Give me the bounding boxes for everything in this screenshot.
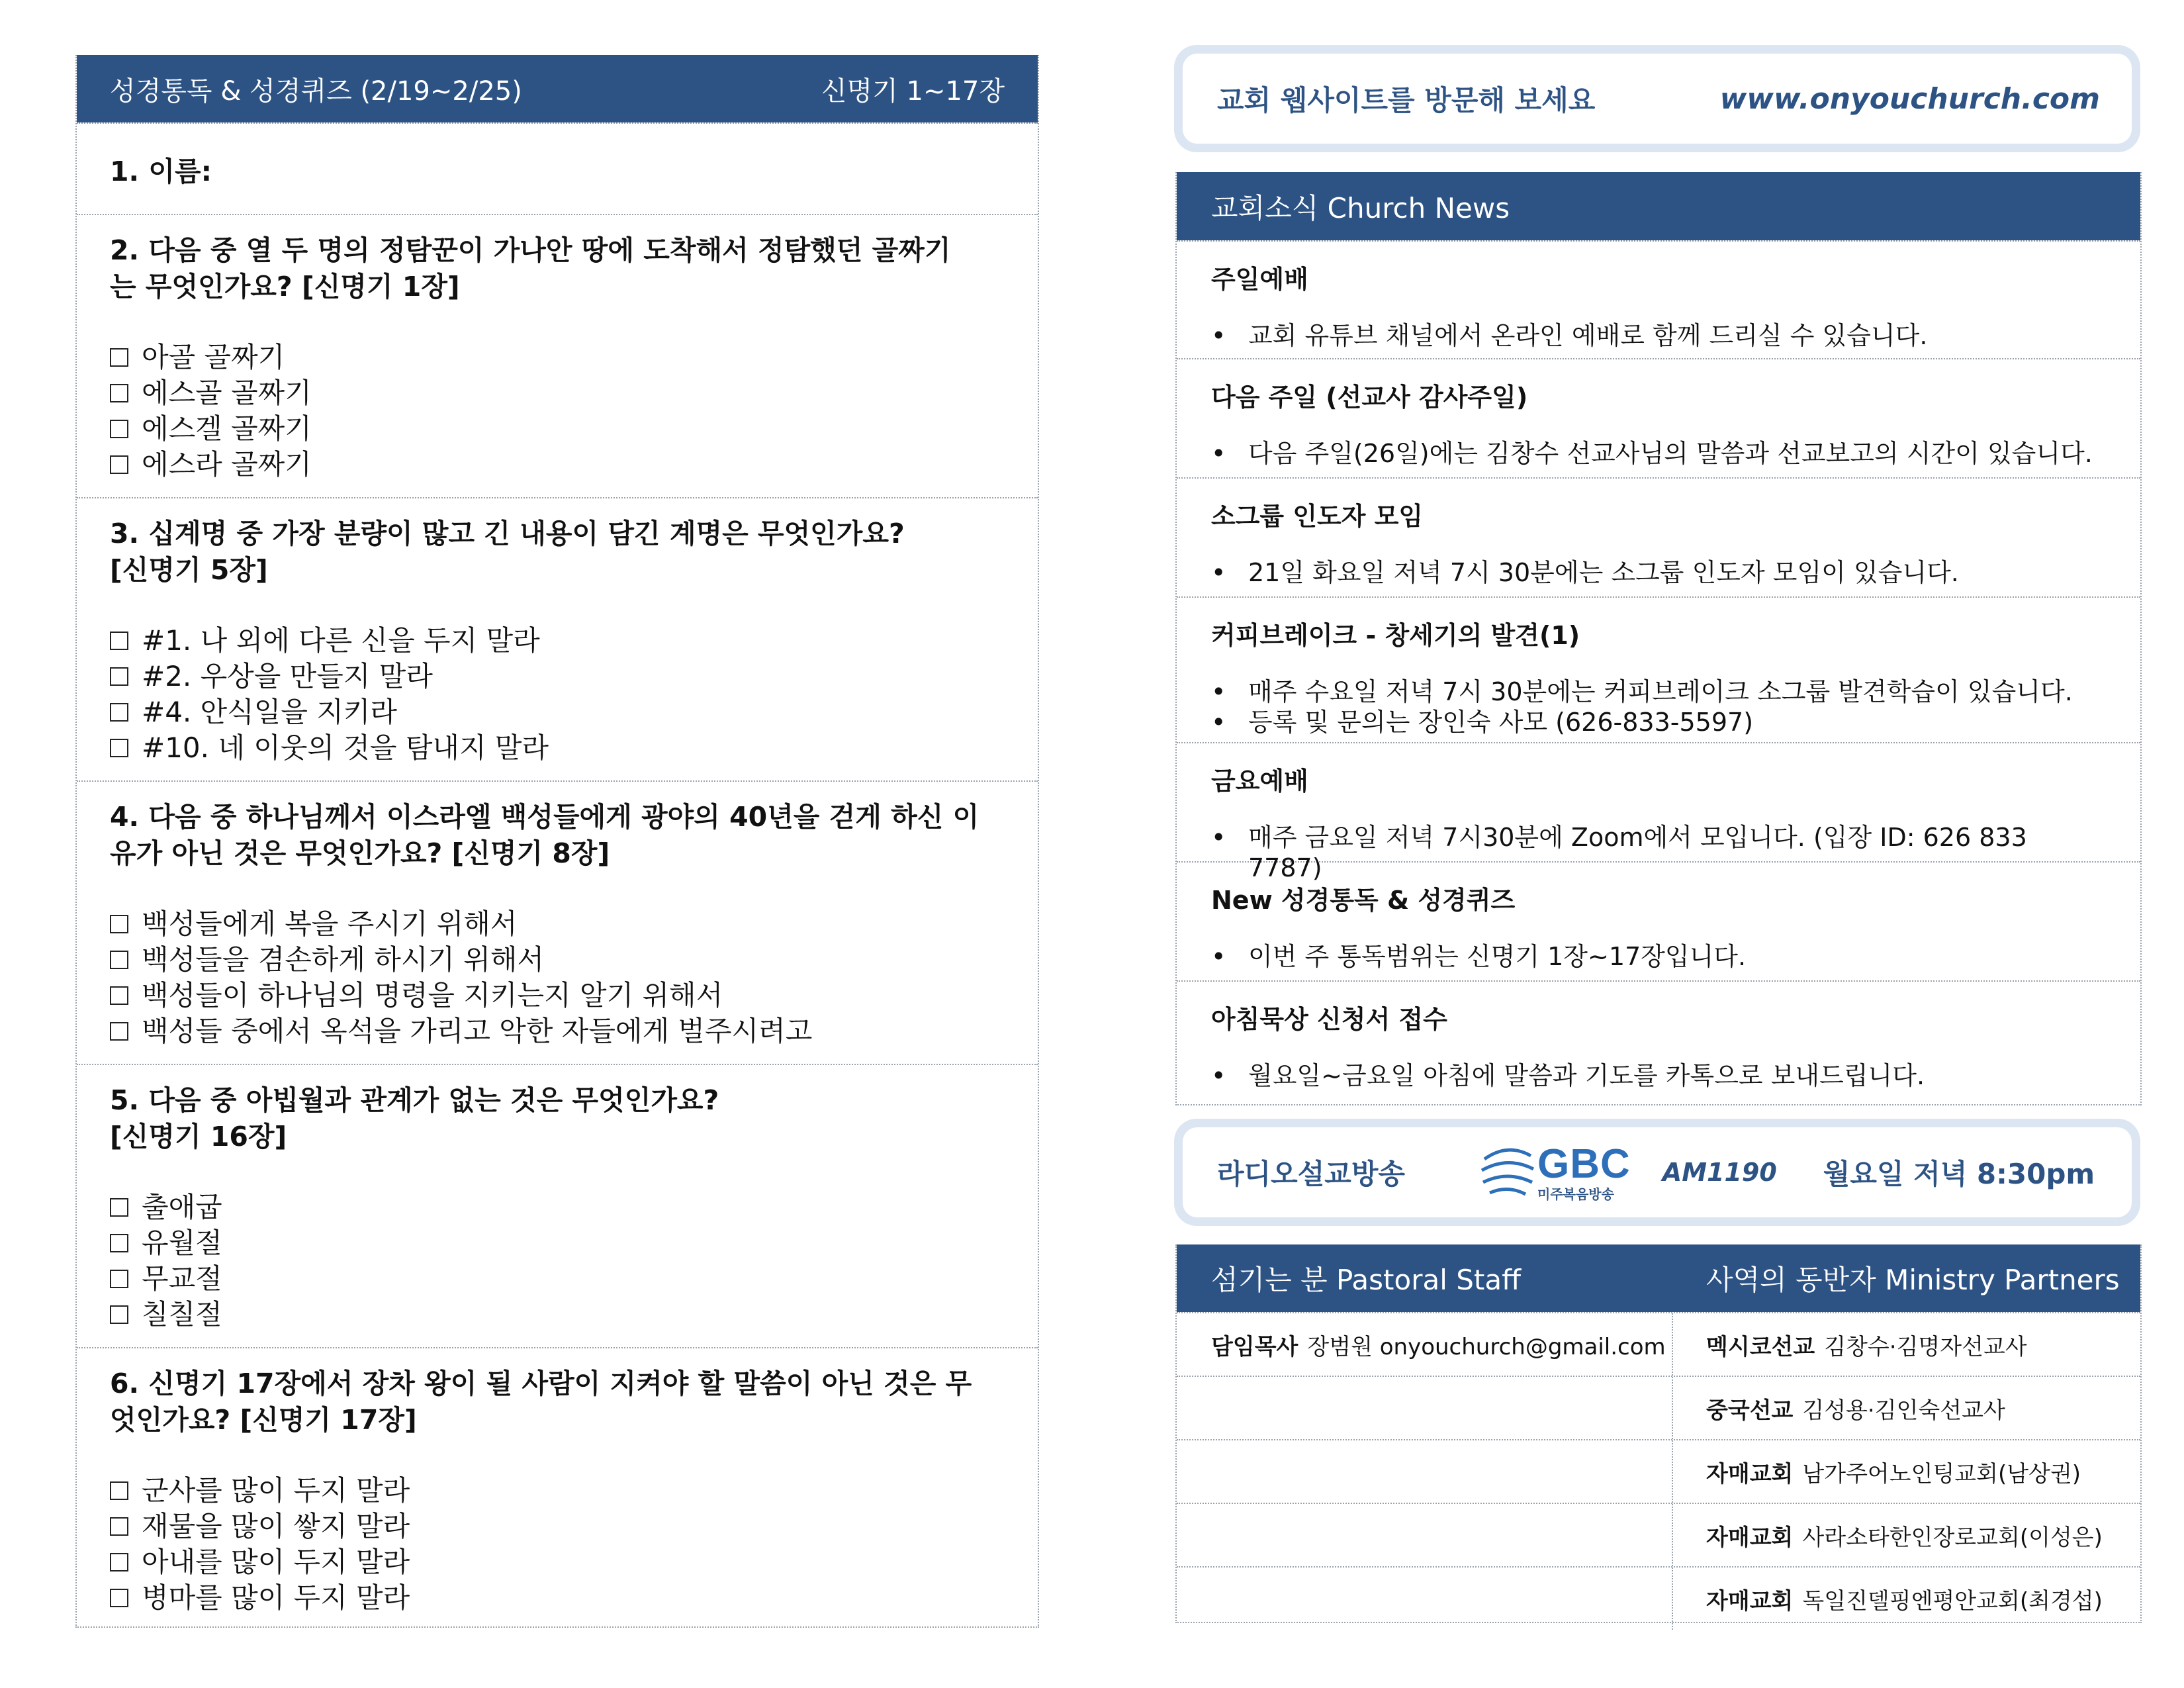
option[interactable] [110,1544,1005,1580]
option[interactable] [110,1509,1005,1544]
checkbox-icon[interactable] [110,1270,128,1288]
checkbox-icon[interactable] [110,1305,128,1324]
bullet-icon: • [1211,558,1226,587]
option-label: #4. 안식일을 지키라 [142,696,397,728]
news-item [1177,477,2140,596]
option-label: 유월절 [142,1227,222,1259]
checkbox-icon[interactable] [110,1589,128,1607]
option-label: 백성들을 겸손하게 하시기 위해서 [142,943,545,976]
partner-cell [1673,1568,2140,1630]
option[interactable] [110,447,1005,483]
option[interactable] [110,1261,1005,1297]
staff-cell [1177,1377,1673,1439]
staff-cell [1177,1313,1673,1376]
checkbox-icon[interactable] [110,348,128,367]
news-bullet [1211,677,2106,707]
option[interactable] [110,1013,1005,1049]
option-label: 백성들 중에서 옥석을 가리고 악한 자들에게 벌주시려고 [142,1015,813,1047]
table-row [1177,1312,2140,1376]
option-label: 아내를 많이 두지 말라 [142,1546,410,1578]
partner-role: 자매교회 [1706,1524,1794,1551]
question-title-line: 엇인가요? [신명기 17장] [110,1404,417,1436]
partner-cell [1673,1313,2140,1376]
question-title [110,799,1005,872]
option[interactable] [110,659,1005,694]
news-bullet-text: 매주 수요일 저녁 7시 30분에는 커피브레이크 소그룹 발견학습이 있습니다. [1248,677,2073,706]
question-title-line: 는 무엇인가요? [신명기 1장] [110,271,460,303]
news-bullet [1211,707,2106,737]
bullet-icon: • [1211,321,1226,350]
staff-cell [1177,1504,1673,1566]
option-label: 아골 골짜기 [142,341,285,373]
question-title [110,516,1005,588]
option[interactable] [110,623,1005,659]
news-item-title: 다음 주일 (선교사 감사주일) [1211,383,1528,412]
question-title-line: 4. 다음 중 하나님께서 이스라엘 백성들에게 광야의 40년을 걷게 하신 이 [110,801,979,833]
question-5 [77,1064,1038,1347]
option[interactable] [110,978,1005,1013]
question-title-line: 2. 다음 중 열 두 명의 정탐꾼이 가나안 땅에 도착해서 정탐했던 골짜기 [110,234,951,266]
radio-label: 라디오설교방송 [1217,1158,1406,1190]
news-item-title: 아침묵상 신청서 접수 [1211,1005,1447,1034]
checkbox-icon[interactable] [110,951,128,969]
partner-name: 김성용·김인숙선교사 [1802,1397,2005,1424]
option-label: #2. 우상을 만들지 말라 [142,660,433,692]
option-label: 무교절 [142,1262,222,1295]
checkbox-icon[interactable] [110,455,128,474]
news-bullet [1211,557,2106,588]
news-item-title: 주일예배 [1211,265,1308,294]
table-row [1177,1503,2140,1566]
checkbox-icon[interactable] [110,739,128,757]
option[interactable] [110,942,1005,978]
option[interactable] [110,1473,1005,1509]
name-label: 1. 이름: [110,155,212,187]
table-row [1177,1376,2140,1439]
question-title-line: [신명기 5장] [110,554,268,586]
staff-info: 장범원 onyouchurch@gmail.com [1307,1333,1666,1360]
partner-name: 남가주어노인팅교회(남상권) [1802,1460,2081,1487]
news-item-title: 소그룹 인도자 모임 [1211,502,1424,531]
option[interactable] [110,1225,1005,1261]
news-bullet-text: 매주 금요일 저녁 7시30분에 Zoom에서 모입니다. (입장 ID: 626 833 7787) [1248,823,2027,882]
bullet-icon: • [1211,942,1226,971]
gbc-logo-text: GBC [1537,1141,1631,1187]
option-label: 에스골 골짜기 [142,377,312,409]
news-item-title: New 성경통독 & 성경퀴즈 [1211,886,1516,915]
question-title [110,232,1005,305]
question-title-line: [신명기 16장] [110,1121,287,1152]
bullet-icon: • [1211,708,1226,737]
radio-banner-inner [1183,1127,2132,1217]
staff-cell [1177,1568,1673,1630]
partner-name: 사라소타한인장로교회(이성은) [1802,1524,2103,1551]
option-label: 백성들에게 복을 주시기 위해서 [142,908,518,940]
staff-cell [1177,1440,1673,1503]
partner-role: 자매교회 [1706,1587,1794,1615]
news-bullet [1211,941,2106,972]
option[interactable] [110,1190,1005,1225]
staff-table [1175,1244,2142,1623]
checkbox-icon[interactable] [110,986,128,1005]
news-bullet [1211,320,2106,351]
table-row [1177,1566,2140,1630]
option[interactable] [110,340,1005,375]
church-news [1175,172,2142,1105]
radio-frequency: AM1190 [1662,1158,1777,1187]
question-3 [77,497,1038,780]
question-title [110,1082,1005,1155]
question-2 [77,214,1038,497]
news-bullet [1211,1060,2106,1091]
bullet-icon: • [1211,823,1226,852]
option[interactable] [110,730,1005,766]
option[interactable] [110,375,1005,411]
news-bullet [1211,438,2106,469]
news-bullet-text: 21일 화요일 저녁 7시 30분에는 소그룹 인도자 모임이 있습니다. [1248,558,1959,587]
news-item [1177,742,2140,882]
website-link[interactable]: www.onyouchurch.com [1719,81,2100,116]
question-title-line: 5. 다음 중 아빕월과 관계가 없는 것은 무엇인가요? [110,1084,719,1116]
news-bullet-text: 등록 및 문의는 장인숙 사모 (626-833-5597) [1248,708,1754,737]
news-item [1177,358,2140,477]
question-title [110,1366,1005,1438]
option-label: 재물을 많이 쌓지 말라 [142,1510,410,1542]
quiz-panel [75,55,1039,1628]
option-label: 군사를 많이 두지 말라 [142,1474,410,1507]
news-bullet-text: 교회 유튜브 채널에서 온라인 예배로 함께 드리실 수 있습니다. [1248,321,1928,350]
name-field[interactable] [77,122,1038,214]
partner-cell [1673,1440,2140,1503]
option[interactable] [110,1580,1005,1616]
pastoral-staff-heading: 섬기는 분 Pastoral Staff [1211,1264,1522,1296]
website-banner [1174,45,2140,152]
option-label: #10. 네 이웃의 것을 탐내지 말라 [142,731,549,764]
option-label: #1. 나 외에 다른 신을 두지 말라 [142,624,540,657]
partner-name: 김창수·김명자선교사 [1824,1333,2027,1360]
partner-cell [1673,1504,2140,1566]
checkbox-icon[interactable] [110,420,128,438]
news-item-title: 금요예배 [1211,767,1308,796]
option[interactable] [110,411,1005,447]
checkbox-icon[interactable] [110,1234,128,1252]
gbc-logo-subtitle: 미주복음방송 [1537,1186,1614,1202]
option[interactable] [110,1297,1005,1333]
checkbox-icon[interactable] [110,1198,128,1217]
option-label: 병마를 많이 두지 말라 [142,1581,410,1614]
bullet-icon: • [1211,677,1226,706]
news-bullet-text: 월요일~금요일 아침에 말씀과 기도를 카톡으로 보내드립니다. [1248,1061,1925,1090]
news-header: 교회소식 Church News [1177,172,2140,240]
partner-role: 중국선교 [1706,1397,1794,1424]
quiz-title: 성경통독 & 성경퀴즈 (2/19~2/25) [110,75,522,107]
checkbox-icon[interactable] [110,632,128,650]
checkbox-icon[interactable] [110,1517,128,1536]
partner-cell [1673,1377,2140,1439]
checkbox-icon[interactable] [110,915,128,933]
news-item [1177,980,2140,1100]
checkbox-icon[interactable] [110,667,128,686]
checkbox-icon[interactable] [110,703,128,722]
checkbox-icon[interactable] [110,1481,128,1500]
question-title-line: 6. 신명기 17장에서 장차 왕이 될 사람이 지켜야 할 말씀이 아닌 것은 무 [110,1368,972,1399]
question-4 [77,780,1038,1064]
partner-name: 독일진델핑엔평안교회(최경섭) [1802,1587,2103,1615]
staff-header [1177,1244,2140,1312]
news-item-title: 커피브레이크 - 창세기의 발견(1) [1211,621,1580,650]
news-bullet-text: 다음 주일(26일)에는 김창수 선교사님의 말씀과 선교보고의 시간이 있습니다. [1248,439,2093,468]
question-title-line: 유가 아닌 것은 무엇인가요? [신명기 8장] [110,837,610,869]
staff-role: 담임목사 [1211,1333,1298,1360]
option-label: 백성들이 하나님의 명령을 지키는지 알기 위해서 [142,979,723,1011]
ministry-partners-heading: 사역의 동반자 Ministry Partners [1706,1264,2120,1296]
table-row [1177,1439,2140,1503]
news-item [1177,596,2140,742]
website-banner-inner [1183,54,2132,144]
news-bullet-text: 이번 주 통독범위는 신명기 1장~17장입니다. [1248,942,1747,971]
quiz-header [77,55,1038,122]
option[interactable] [110,906,1005,942]
checkbox-icon[interactable] [110,1022,128,1041]
news-bullet [1211,822,2106,883]
quiz-range: 신명기 1~17장 [821,75,1005,107]
option[interactable] [110,694,1005,730]
option-label: 출애굽 [142,1191,222,1223]
gbc-logo [1478,1143,1631,1202]
option-label: 칠칠절 [142,1298,222,1331]
option-label: 에스겔 골짜기 [142,412,312,445]
checkbox-icon[interactable] [110,384,128,402]
question-title-line: 3. 십계명 중 가장 분량이 많고 긴 내용이 담긴 계명은 무엇인가요? [110,518,905,549]
radio-banner [1174,1119,2140,1226]
partner-role: 자매교회 [1706,1460,1794,1487]
question-6 [77,1347,1038,1632]
globe-swoosh-icon [1478,1143,1537,1202]
news-item [1177,240,2140,358]
checkbox-icon[interactable] [110,1553,128,1571]
option-label: 에스라 골짜기 [142,448,312,481]
bullet-icon: • [1211,1061,1226,1090]
partner-role: 멕시코선교 [1706,1333,1815,1360]
radio-time: 월요일 저녁 8:30pm [1823,1158,2095,1190]
bullet-icon: • [1211,439,1226,468]
website-label: 교회 웹사이트를 방문해 보세요 [1217,84,1596,117]
